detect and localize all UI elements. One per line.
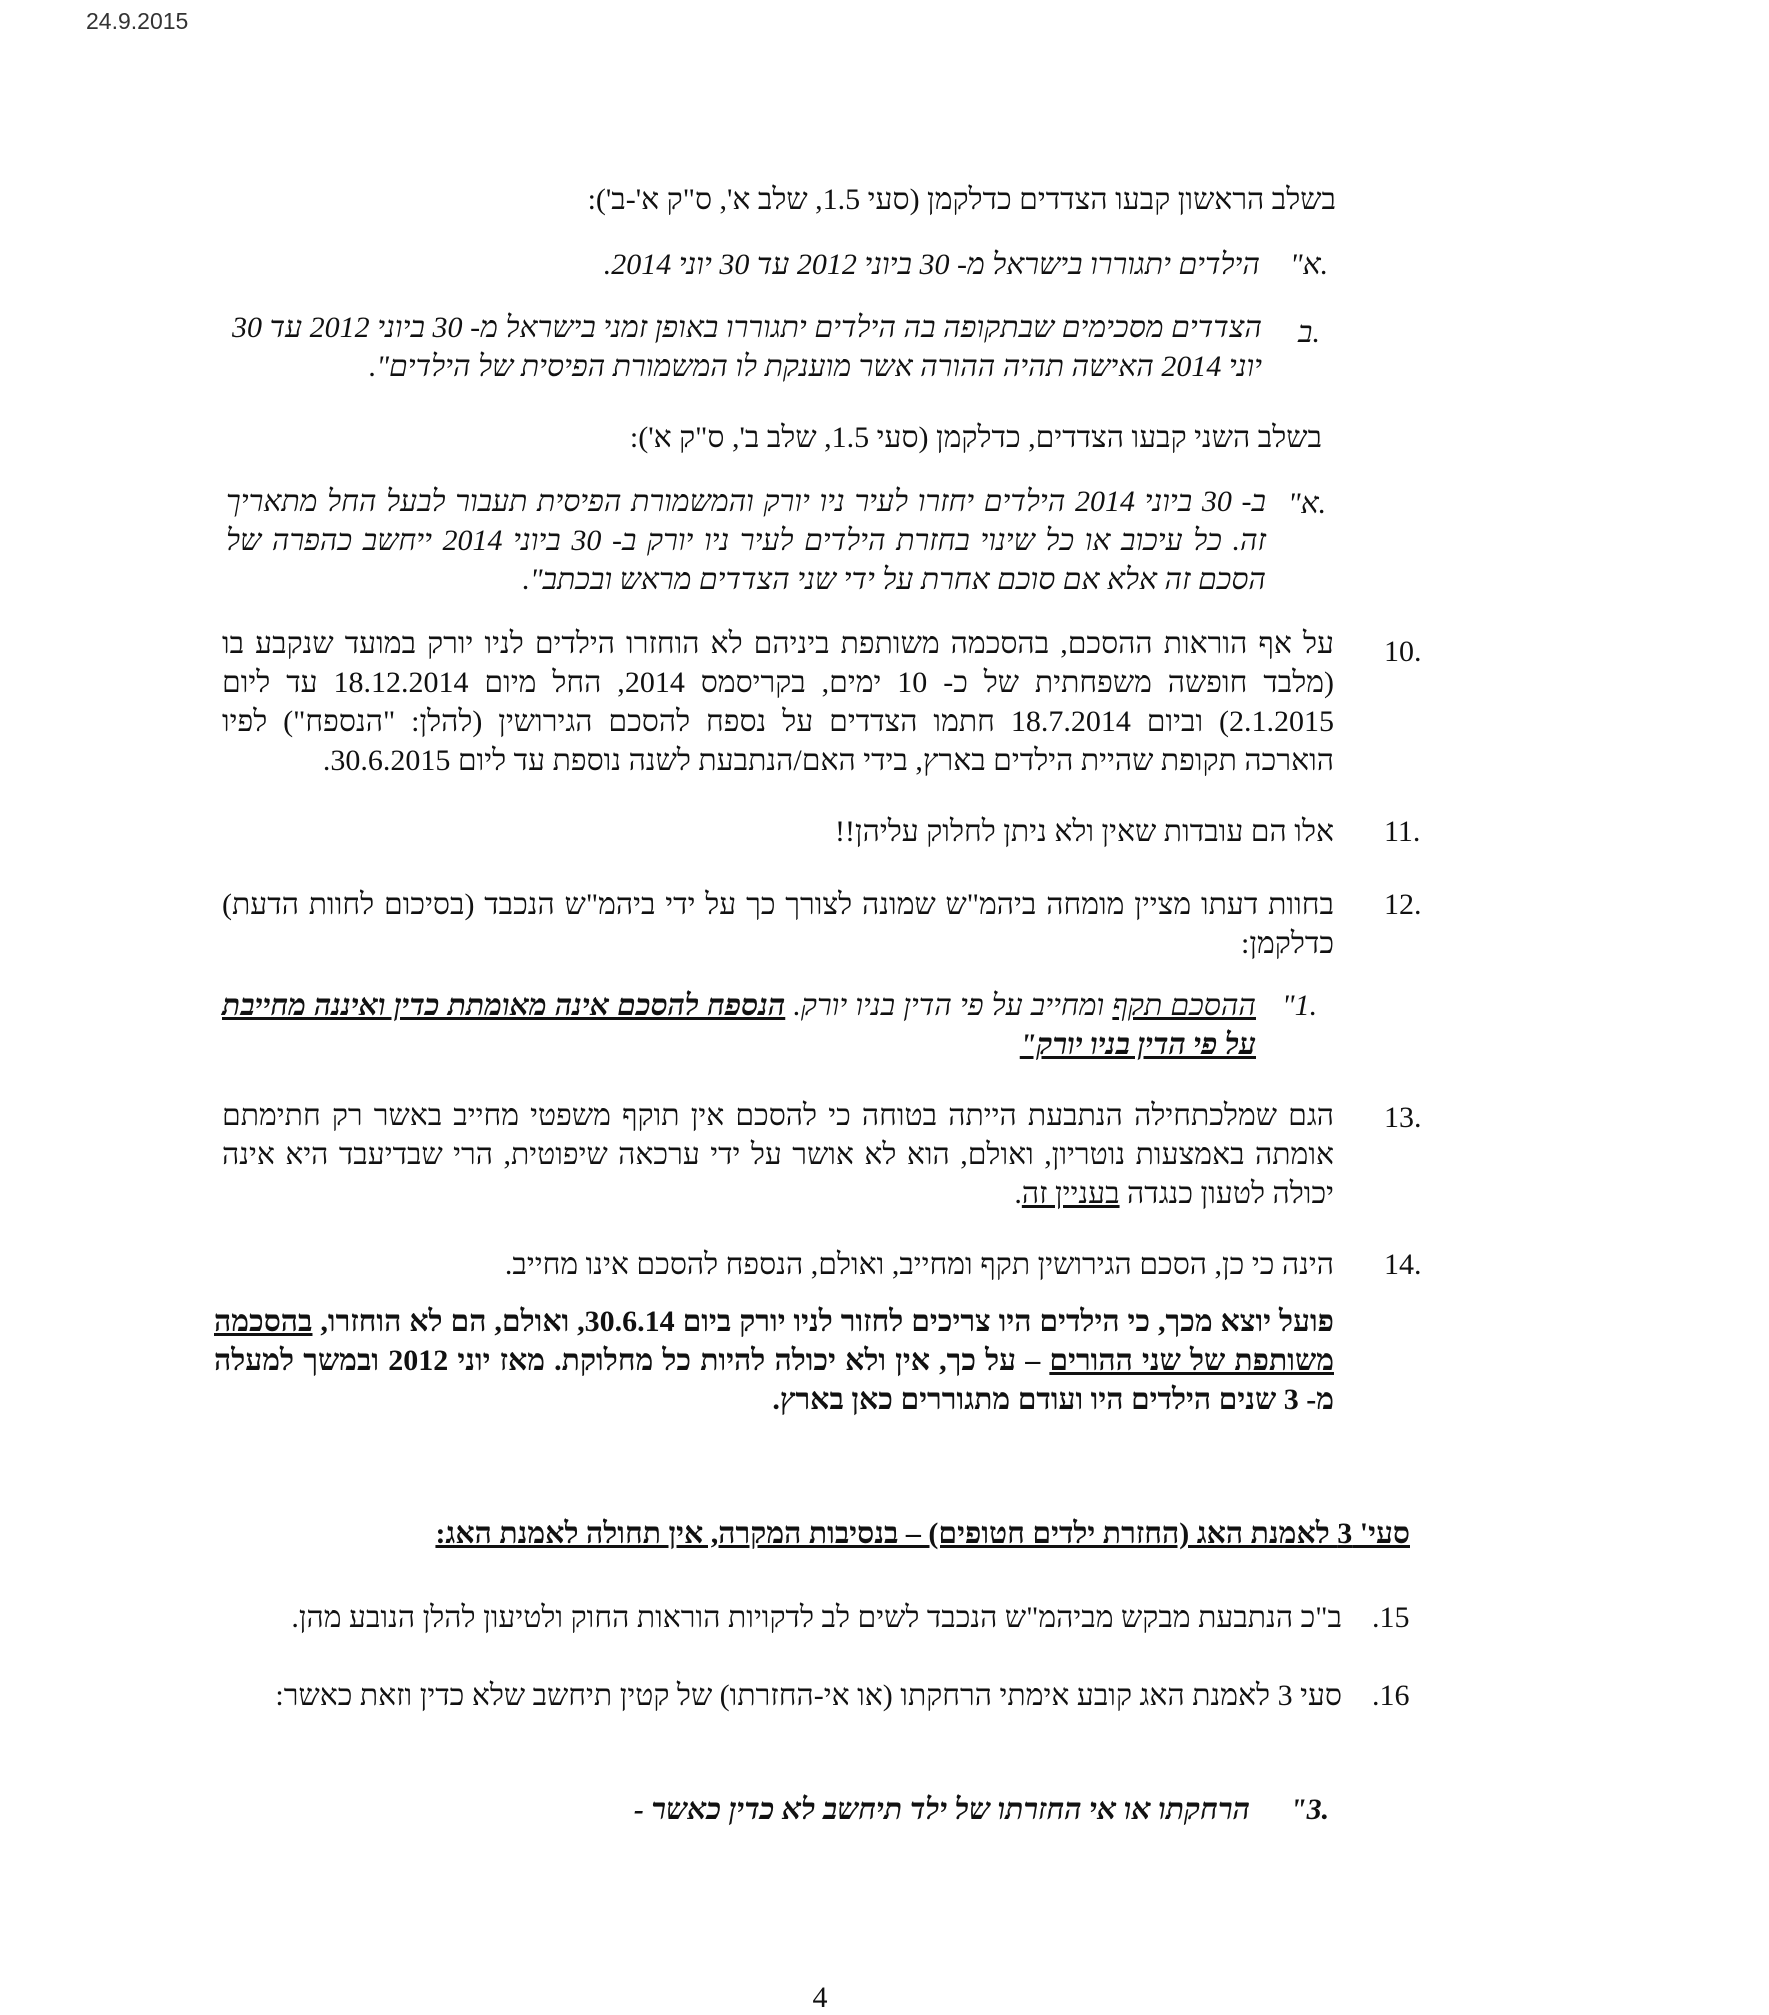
page-number: 4: [812, 1981, 828, 2014]
paragraph-16-number: .16: [1372, 1679, 1410, 1712]
stage2-intro: בשלב השני קבעו הצדדים, כדלקמן (סעי 1.5, שלב ב', ס"ק א'):: [629, 421, 1322, 454]
stage1-item-b-text: הצדדים מסכימים שבתקופה בה הילדים יתגוררו באופן זמני בישראל מ- 30 ביוני 2012 עד 30 יוני 2014 האישה תהיה ההורה אשר מוענקת לו המשמורת הפיסית של הילדים".: [232, 311, 1262, 383]
paragraph-13-body: הגם שמלכתחילה הנתבעת הייתה בטוחה כי להסכם אין תוקף משפטי מחייב באשר רק חתימתם אומתה באמצעות נוטריון, ואולם, הוא לא אושר על ידי ערכאה שיפוטית, הרי שבדיעבד היא אינה יכולה לטעון כנגדה: [222, 1099, 1334, 1210]
conclusion-text: [214, 1302, 1334, 1419]
stage1-intro: בשלב הראשון קבעו הצדדים כדלקמן (סעי 1.5, שלב א', ס"ק א'-ב'):: [587, 183, 1336, 216]
quote-12-label: "1.: [1282, 989, 1318, 1022]
stage1-item-b-label: ב.: [1298, 316, 1320, 349]
stage1-item-a-label: "א.: [1290, 248, 1329, 281]
stage2-item-a-text: ב- 30 ביוני 2014 הילדים יחזרו לעיר ניו יורק והמשמורת הפיסית תעבור לבעל החל מתאריך זה. כל עיכוב או כל שינוי בחזרת הילדים לעיר ניו יורק ב- 30 ביוני 2014 ייחשב כהפרה של הסכם זה אלא אם סוכם אחרת על ידי שני הצדדים מראש ובכתב".: [226, 485, 1267, 596]
paragraph-12-number: 12.: [1384, 888, 1422, 921]
stage2-item-a-label: "א.: [1288, 487, 1327, 520]
quote-12-middle: ומחייב על פי הדין בניו יורק.: [785, 989, 1113, 1022]
paragraph-14-number: 14.: [1384, 1248, 1422, 1281]
paragraph-13-text: [222, 1096, 1334, 1213]
paragraph-16-text: סעי 3 לאמנת האג קובע אימתי הרחקתו (או אי-החזרתו) של קטין תיחשב שלא כדין וזאת כאשר:: [275, 1679, 1342, 1712]
conclusion-part1: פועל יוצא מכך, כי הילדים היו צריכים לחזור לניו יורק ביום 30.6.14, ואולם, הם לא הוחזרו,: [312, 1305, 1334, 1338]
paragraph-13-underlined: בעניין זה: [1021, 1177, 1120, 1210]
quote-12-appendix-not-binding: הנספח להסכם אינה מאומתת כדין ואיננה מחייבת על פי הדין בניו יורק": [222, 989, 1256, 1061]
section-title: סעי' 3 לאמנת האג (החזרת ילדים חטופים) – בנסיבות המקרה, אין תחולה לאמנת האג:: [435, 1517, 1410, 1550]
quote-12-text: [222, 986, 1256, 1064]
stage1-item-a-text: הילדים יתגוררו בישראל מ- 30 ביוני 2012 עד 30 יוני 2014.: [603, 248, 1260, 281]
paragraph-10-text: על אף הוראות ההסכם, בהסכמה משותפת ביניהם לא הוחזרו הילדים לניו יורק במועד שנקבע בו (מלבד חופשה משפחתית של כ- 10 ימים, בקריסמס 2014, החל מיום 18.12.2014 עד ליום 2.1.2015) וביום 18.7.2014 חתמו הצדדים על נספח להסכם הגירושין (להלן: "הנספח") לפיו הוארכה תקופת שהיית הילדים בארץ, בידי האם/הנתבעת לשנה נוספת עד ליום 30.6.2015.: [222, 627, 1335, 777]
paragraph-13-tail: .: [1014, 1177, 1022, 1210]
quote-16-label: "3.: [1290, 1793, 1330, 1826]
paragraph-15-text: ב"כ הנתבעת מבקש מביהמ"ש הנכבד לשים לב לדקויות הוראות החוק ולטיעון להלן הנובע מהן.: [291, 1601, 1342, 1634]
paragraph-13-number: 13.: [1384, 1101, 1422, 1134]
paragraph-15-number: .15: [1372, 1601, 1410, 1634]
paragraph-11-text: אלו הם עובדות שאין ולא ניתן לחלוק עליהן!!: [834, 815, 1334, 848]
conclusion-underlined: בהסכמה משותפת של שני ההורים: [214, 1305, 1334, 1377]
quote-16-text: הרחקתו או אי החזרתו של ילד תיחשב לא כדין כאשר -: [633, 1793, 1250, 1826]
quote-12-agreement-valid: ההסכם תקף: [1112, 989, 1256, 1022]
paragraph-12-text: בחוות דעתו מציין מומחה ביהמ"ש שמונה לצורך כך על ידי ביהמ"ש הנכבד (בסיכום לחוות הדעת) כדלקמן:: [222, 888, 1334, 960]
paragraph-14-text: הינה כי כן, הסכם הגירושין תקף ומחייב, ואולם, הנספח להסכם אינו מחייב.: [504, 1248, 1334, 1281]
document-date: 24.9.2015: [86, 8, 189, 34]
conclusion-part2: – על כך, אין ולא יכולה להיות כל מחלוקת. מאז יוני 2012 ובמשך למעלה מ- 3 שנים הילדים היו ועודם מתגוררים כאן בארץ.: [214, 1344, 1334, 1416]
paragraph-10-number: 10.: [1384, 635, 1422, 668]
paragraph-11-number: 11.: [1384, 815, 1421, 848]
